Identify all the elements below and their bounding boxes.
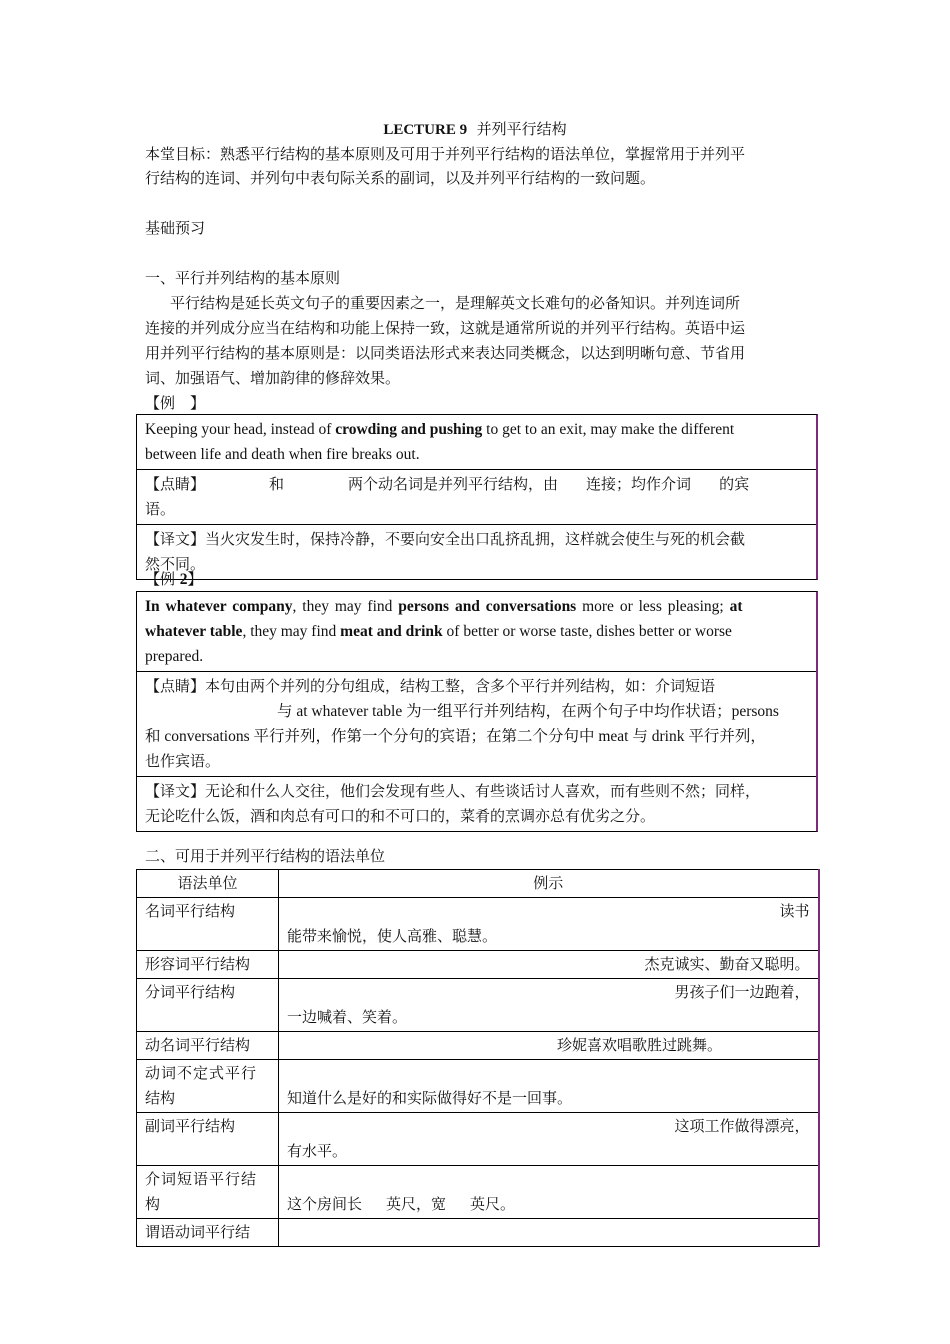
example2-bold-2: persons and conversations xyxy=(398,598,577,615)
example2-translation-line-2: 无论吃什么饭，酒和肉总有可口的和不可口的，菜肴的烹调亦总有优劣之分。 xyxy=(145,807,656,825)
example2-text-2: more or less pleasing; xyxy=(576,598,730,615)
example2-label-pre: 【例 xyxy=(145,570,180,588)
example1-label: 【例 】 xyxy=(145,394,206,412)
unit-cell-line-1: 介词短语平行结 xyxy=(145,1170,258,1188)
unit-cell xyxy=(137,1166,279,1219)
example1-note-line-2: 语。 xyxy=(145,500,176,518)
example-cell-line-2: 知道什么是好的和实际做得好不是一回事。 xyxy=(287,1089,573,1107)
unit-cell: 副词平行结构 xyxy=(137,1113,279,1166)
example-cell-line-1: 男孩子们一边跑着， xyxy=(674,983,810,1001)
objectives-line-2: 行结构的连词、并列句中表句际关系的副词，以及并列平行结构的一致问题。 xyxy=(145,169,656,187)
example-cell xyxy=(279,979,819,1032)
table-row xyxy=(137,979,819,1032)
table-header-unit: 语法单位 xyxy=(137,870,279,898)
example1-sentence-line-2: between life and death when fire breaks out. xyxy=(145,446,420,463)
example-cell-part-1: 这个房间长 xyxy=(287,1195,363,1213)
example-cell xyxy=(279,1113,819,1166)
example-cell-line-2: 有水平。 xyxy=(287,1142,348,1160)
unit-cell xyxy=(137,1060,279,1113)
table-row xyxy=(137,1113,819,1166)
example-cell xyxy=(279,898,819,951)
example2-translation-line-1: 【译文】无论和什么人交往，他们会发现有些人、有些谈话讨人喜欢，而有些则不然；同样， xyxy=(145,782,761,800)
example-cell-line-1: 读书 xyxy=(779,902,810,920)
example2-note-line-1: 【点睛】本句由两个并列的分句组成，结构工整，含多个平行并列结构，如：介词短语 xyxy=(145,677,716,695)
example2-text-5: prepared. xyxy=(145,648,204,665)
example-cell-line-1: 珍妮喜欢唱歌胜过跳舞。 xyxy=(557,1036,723,1054)
example2-label xyxy=(145,567,203,592)
example1-box xyxy=(136,414,818,580)
example2-sentence xyxy=(137,592,816,672)
section1-para-line-4: 词、加强语气、增加韵律的修辞效果。 xyxy=(145,369,401,387)
example-cell xyxy=(279,1032,819,1060)
example-cell-line-2: 一边喊着、笑着。 xyxy=(287,1008,408,1026)
example1-sentence-post: to get to an exit, may make the different xyxy=(482,421,735,438)
table-row xyxy=(137,898,819,951)
section1-para-line-2: 连接的并列成分应当在结构和功能上保持一致，这就是通常所说的并列平行结构。英语中运 xyxy=(145,319,746,337)
preview-heading: 基础预习 xyxy=(145,219,206,237)
table-row xyxy=(137,1032,819,1060)
example2-note-line-4: 也作宾语。 xyxy=(145,752,221,770)
example-cell-line-2: 能带来愉悦，使人高雅、聪慧。 xyxy=(287,927,498,945)
example1-translation xyxy=(137,525,816,579)
example1-sentence xyxy=(137,415,816,470)
example1-note-mid: 两个动名词是并列平行结构，由 xyxy=(348,475,559,493)
section1-heading: 一、平行并列结构的基本原则 xyxy=(145,269,341,287)
table-row xyxy=(137,1060,819,1113)
unit-cell: 谓语动词平行结 xyxy=(137,1219,279,1247)
table-header-example: 例示 xyxy=(279,870,819,898)
table-row xyxy=(137,951,819,979)
table-row xyxy=(137,1166,819,1219)
example-cell xyxy=(279,1060,819,1113)
example-cell-line-1: 杰克诚实、勤奋又聪明。 xyxy=(644,955,810,973)
example2-translation xyxy=(137,777,816,831)
example2-label-num: 2 xyxy=(179,571,188,588)
example2-bold-5: meat and drink xyxy=(340,623,443,640)
example2-note xyxy=(137,672,816,777)
example1-note-label: 【点睛】 xyxy=(145,475,206,493)
example-cell-part-3: 英尺。 xyxy=(470,1195,516,1213)
unit-cell-line-2: 结构 xyxy=(145,1089,176,1107)
example1-note-and: 和 xyxy=(269,475,285,493)
objectives-line-1: 本堂目标：熟悉平行结构的基本原则及可用于并列平行结构的语法单位，掌握常用于并列平 xyxy=(145,145,746,163)
unit-cell: 分词平行结构 xyxy=(137,979,279,1032)
lecture-title xyxy=(0,117,950,142)
example-cell-part-2: 英尺，宽 xyxy=(386,1195,447,1213)
unit-cell: 名词平行结构 xyxy=(137,898,279,951)
section1-para-line-3: 用并列平行结构的基本原则是：以同类语法形式来表达同类概念，以达到明晰句意、节省用 xyxy=(145,344,746,362)
example1-translation-line-1: 【译文】当火灾发生时，保持冷静，不要向安全出口乱挤乱拥，这样就会使生与死的机会截 xyxy=(145,530,746,548)
example2-box xyxy=(136,591,818,832)
example2-text-1: , they may find xyxy=(292,598,399,615)
lecture-number: LECTURE 9 xyxy=(383,122,468,138)
table-row xyxy=(137,1219,819,1247)
grammar-units-table xyxy=(136,869,820,1247)
example-cell-line-1: 这项工作做得漂亮， xyxy=(674,1117,810,1135)
example1-note-conn: 连接；均作介词 xyxy=(586,475,692,493)
example-cell xyxy=(279,1219,819,1247)
section1-para-line-1: 平行结构是延长英文句子的重要因素之一，是理解英文长难句的必备知识。并列连词所 xyxy=(170,294,741,312)
example2-bold-1: In whatever company xyxy=(145,598,293,615)
example-cell xyxy=(279,1166,819,1219)
unit-cell: 动名词平行结构 xyxy=(137,1032,279,1060)
section2-heading: 二、可用于并列平行结构的语法单位 xyxy=(145,847,386,865)
example-cell xyxy=(279,951,819,979)
example2-label-post: 】 xyxy=(187,570,203,588)
example2-note-line-3: 和 conversations 平行并列，作第一个分句的宾语；在第二个分句中 meat 与 drink 平行并列， xyxy=(145,728,766,745)
example1-note-end: 的宾 xyxy=(719,475,750,493)
example2-text-4: of better or worse taste, dishes better or worse xyxy=(442,623,732,640)
example1-note xyxy=(137,470,816,525)
table-header-row xyxy=(137,870,819,898)
example2-text-3: , they may find xyxy=(242,623,341,640)
example1-sentence-pre: Keeping your head, instead of xyxy=(145,421,336,438)
unit-cell-line-1: 动词不定式平行 xyxy=(145,1064,258,1082)
example2-note-line-2: 与 at whatever table 为一组平行并列结构，在两个句子中均作状语；persons xyxy=(277,703,779,720)
unit-cell: 形容词平行结构 xyxy=(137,951,279,979)
example1-sentence-bold: crowding and pushing xyxy=(335,421,483,438)
example1-translation-line-2: 然不同。 xyxy=(145,555,206,573)
unit-cell-line-2: 构 xyxy=(145,1195,161,1213)
example2-bold-4: whatever table xyxy=(145,623,243,640)
lecture-topic: 并列平行结构 xyxy=(476,120,567,138)
example2-bold-3: at xyxy=(729,598,743,615)
